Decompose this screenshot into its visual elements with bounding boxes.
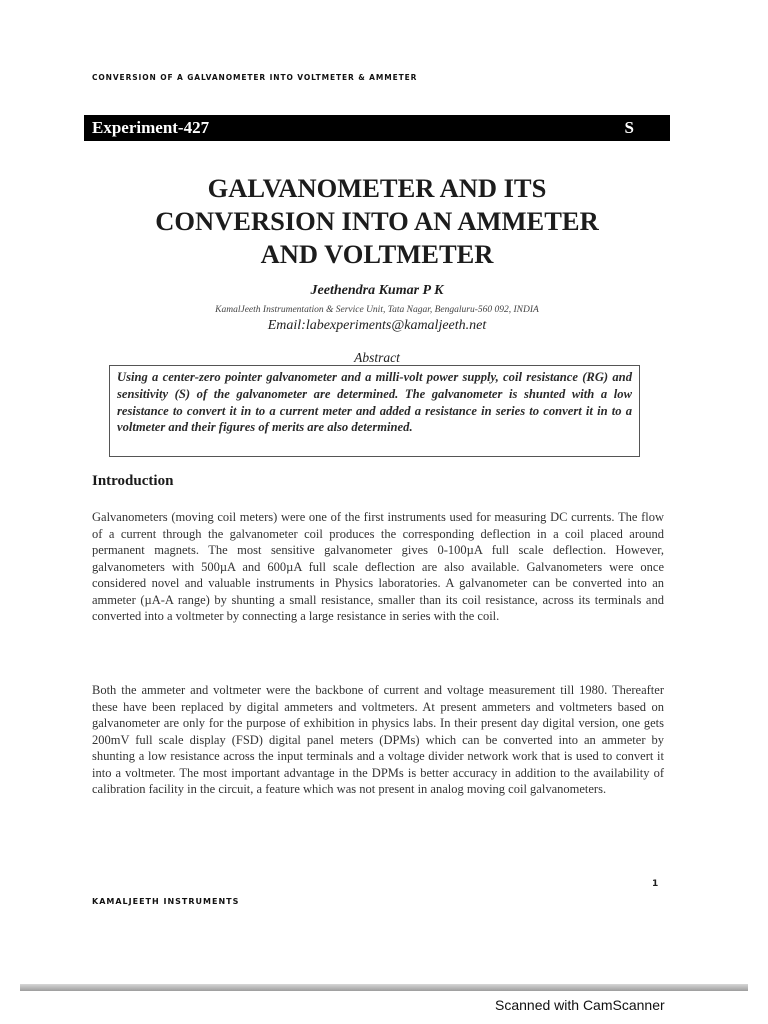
abstract-text: Using a center-zero pointer galvanometer and a milli-volt power supply, coil resistance (RG) and sensitivity (S) of the galvanometer are determined. The galvanometer is shunted with a low resistance to convert it in to a current meter and added a resistance in series to convert it in to a voltmeter and their figures of merits are also determined.	[117, 370, 632, 435]
running-header: CONVERSION OF A GALVANOMETER INTO VOLTMETER & AMMETER	[92, 73, 418, 82]
author-email: Email:labexperiments@kamaljeeth.net	[267, 318, 487, 333]
scan-edge-divider	[20, 984, 748, 991]
paper-title	[84, 172, 670, 271]
introduction-paragraph: Galvanometers (moving coil meters) were one of the first instruments used for measuring DC currents. The flow of a current through the galvanometer coil produces the corresponding deflection in a coil placed around permanent magnets. The most sensitive galvanometer gives 0-100µA full scale deflection. However, galvanometers with 500µA and 600µA full scale deflection are also available. Galvanometers were once considered novel and valuable instruments in Physics laboratories. A galvanometer can be converted into an ammeter (µA-A range) by shunting a small resistance, smaller than its coil resistance, across its terminals and converted into a voltmeter by connecting a large resistance in series with the coil.	[92, 510, 664, 623]
abstract-heading: Abstract	[354, 350, 400, 365]
page-number: 1	[652, 879, 659, 889]
introduction-heading: Introduction	[92, 473, 174, 489]
title-line: GALVANOMETER AND ITS	[207, 173, 547, 203]
experiment-tag: S	[624, 118, 634, 137]
author-name: Jeethendra Kumar P K	[310, 283, 444, 298]
title-line: AND VOLTMETER	[260, 239, 494, 269]
title-line: CONVERSION INTO AN AMMETER	[155, 206, 599, 236]
author-affiliation: KamalJeeth Instrumentation & Service Unit, Tata Nagar, Bengaluru-560 092, INDIA	[215, 305, 539, 315]
scanner-watermark: Scanned with CamScanner	[495, 997, 665, 1013]
abstract-box	[109, 365, 640, 457]
experiment-label: Experiment-427	[92, 118, 210, 137]
introduction-paragraph: Both the ammeter and voltmeter were the backbone of current and voltage measurement till 1980. Thereafter these have been replaced by digital ammeters and voltmeters. At present ammeters and voltmeters based on galvanometer are only for the purpose of exhibition in physics labs. In their present day digital version, one gets 200mV full scale display (FSD) digital panel meters (DPMs) which can be converted into an ammeter by shunting a low resistance across the input terminals and a voltage divider network work that is used to convert it into a voltmeter. The most important advantage in the DPMs is better accuracy in addition to the availability of calibration facility in the circuit, a feature which was not present in analog moving coil galvanometers.	[92, 683, 664, 796]
experiment-bar	[84, 115, 670, 141]
footer-organization: KAMALJEETH INSTRUMENTS	[92, 897, 240, 906]
